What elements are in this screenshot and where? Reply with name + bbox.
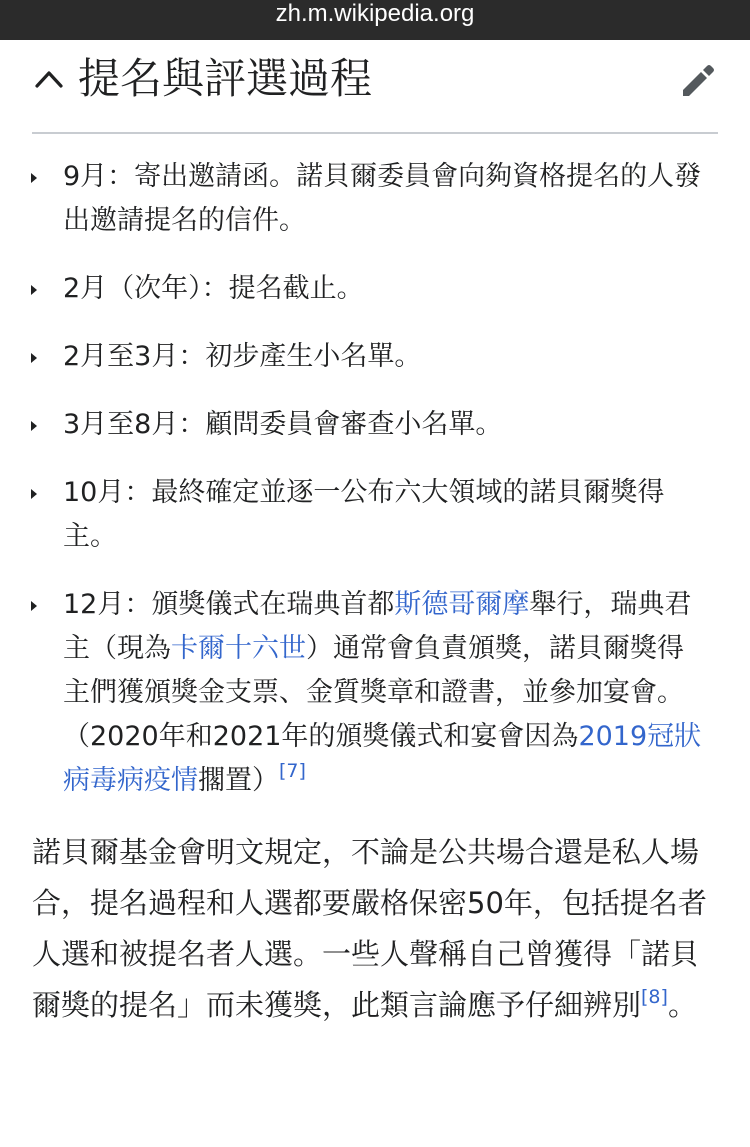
list-item — [0, 471, 750, 559]
list-item-text: 2月（次年）：提名截止。 — [63, 273, 364, 304]
bullet-icon — [31, 173, 37, 183]
list-item-text: ）通常會負責頒獎，諾貝爾獎得主們獲頒獎金支票、金質獎章和證書，並參加宴會。（2020年和2021年的頒獎儀式和宴會因為 — [63, 633, 684, 752]
bullet-icon — [31, 421, 37, 431]
list-item — [0, 155, 750, 243]
list-item — [0, 267, 750, 311]
reference-link-8[interactable]: [8] — [641, 986, 668, 1008]
list-item-text: 12月：頒獎儀式在瑞典首都 — [63, 589, 395, 620]
section-title: 提名與評選過程 — [78, 54, 373, 103]
list-item-text: 擱置） — [198, 765, 279, 796]
list-item — [0, 335, 750, 379]
list-item-text: 2月至3月：初步產生小名單。 — [63, 341, 422, 372]
link-stockholm[interactable]: 斯德哥爾摩 — [394, 589, 530, 620]
pencil-icon[interactable] — [678, 60, 718, 100]
list-item — [0, 583, 750, 803]
bullet-icon — [31, 353, 37, 363]
list-item-text: 舉行，瑞典君主（現為 — [63, 589, 692, 664]
link-covid-19-pandemic[interactable]: 2019冠狀病毒病疫情 — [63, 721, 702, 796]
bullet-icon — [31, 601, 37, 611]
list-item — [0, 403, 750, 447]
paragraph-text: 諾貝爾基金會明文規定，不論是公共場合還是私人場合，提名過程和人選都要嚴格保密50年，包括提名者人選和被提名者人選。一些人聲稱自己曾獲得「諾貝爾獎的提名」而未獲獎，此類言論應予仔細辨別 — [32, 835, 707, 1022]
section-header[interactable] — [32, 50, 718, 134]
timeline-list — [0, 155, 750, 803]
list-item-text: 9月：寄出邀請函。諾貝爾委員會向夠資格提名的人發出邀請提名的信件。 — [63, 161, 702, 236]
list-item-text: 10月：最終確定並逐一公布六大領域的諾貝爾獎得主。 — [63, 477, 665, 552]
reference-link-7[interactable]: [7] — [279, 760, 306, 782]
bullet-icon — [31, 489, 37, 499]
paragraph — [0, 827, 750, 1031]
browser-url-bar[interactable] — [0, 0, 750, 40]
list-item-text: 3月至8月：顧問委員會審查小名單。 — [63, 409, 503, 440]
paragraph-end: 。 — [667, 988, 697, 1022]
link-carl-xvi-gustaf[interactable]: 卡爾十六世 — [171, 633, 306, 664]
bullet-icon — [31, 285, 37, 295]
url-text: zh.m.wikipedia.org — [275, 0, 475, 27]
section-content — [0, 155, 750, 1031]
chevron-up-icon[interactable] — [32, 62, 66, 96]
